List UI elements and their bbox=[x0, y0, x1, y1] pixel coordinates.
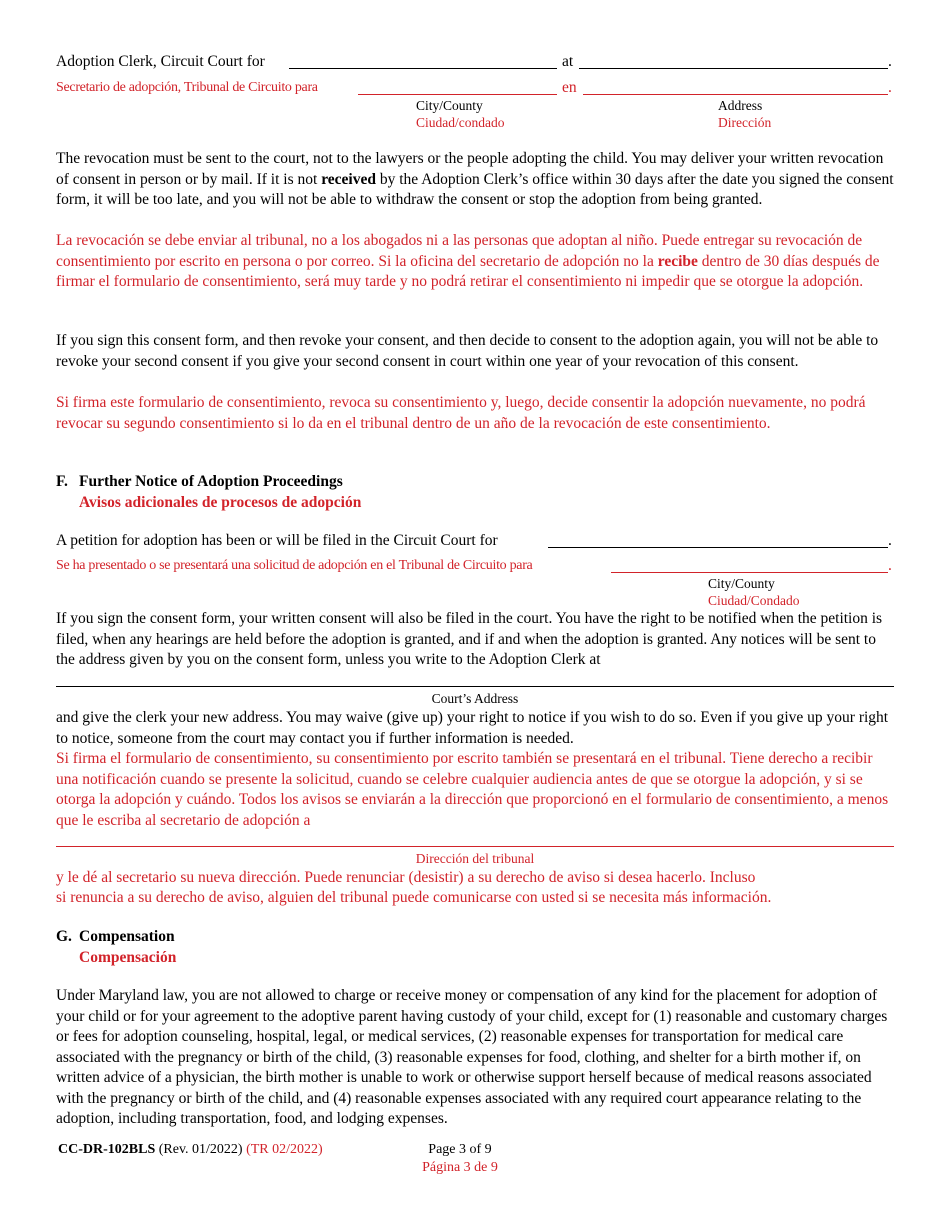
courts-address-field[interactable] bbox=[56, 686, 894, 687]
notice-paragraph-es: Si firma el formulario de consentimiento, su consentimiento por escrito también se presentará en el tribunal. Tiene derecho a recibir una notificación cuando se presente la solicitud, cuando se celebre cualquier audiencia antes de que se otorgue la adopción, y si se otorga la adopción y cuándo. Todos los avisos se enviarán a la dirección que proporcionó en el formulario de consentimiento, a menos que le escriba al secretario de adopción a bbox=[56, 750, 889, 829]
courts-address-label-es: Dirección del tribunal bbox=[415, 851, 535, 866]
waive-line1-es: y le dé al secretario su nueva dirección. Puede renunciar (desistir) a su derecho de aviso si desea hacerlo. Incluso bbox=[56, 869, 756, 886]
petition-county-field-es bbox=[611, 572, 888, 573]
section-g-letter: G. bbox=[56, 928, 72, 945]
section-g-title-en: Compensation bbox=[79, 928, 175, 945]
waive-line2-es: si renuncia a su derecho de aviso, alguien del tribunal puede comunicarse con usted si se necesita más información. bbox=[56, 889, 772, 906]
clerk-label-es: Secretario de adopción, Tribunal de Circuito para bbox=[56, 80, 318, 95]
clerk-at-es: en bbox=[562, 79, 577, 96]
section-f-letter: F. bbox=[56, 473, 68, 490]
petition-city-label-en: City/County bbox=[708, 576, 775, 591]
waive-paragraph-en: and give the clerk your new address. You may waive (give up) your right to notice if you wish to do so. Even if you give up your right to notice, someone from the court may contact you if further information is needed. bbox=[56, 709, 889, 747]
second-consent-paragraph-es: Si firma este formulario de consentimiento, revoca su consentimiento y, luego, decide consentir la adopción nuevamente, no podrá revocar su segundo consentimiento si lo da en el tribunal dentro de un año de la revocación de este consentimiento. bbox=[56, 394, 866, 432]
footer-form-id: CC-DR-102BLS (Rev. 01/2022) (TR 02/2022) bbox=[58, 1142, 323, 1157]
courts-address-label-en: Court’s Address bbox=[431, 691, 519, 706]
revocation-paragraph-es: La revocación se debe enviar al tribunal, no a los abogados ni a las personas que adoptan al niño. Puede entregar su revocación de consentimiento por escrito en persona o por correo. Si la oficina del secretario de adopción no la recibe dentro de 30 días después de firmar el formulario de consentimiento, será muy tarde y no podrá retirar el consentimiento ni impedir que se otorgue la adopción. bbox=[56, 232, 880, 290]
petition-period-es: . bbox=[888, 557, 892, 574]
courts-address-field-es bbox=[56, 846, 894, 847]
revocation-paragraph-en: The revocation must be sent to the court, not to the lawyers or the people adopting the child. You may deliver your written revocation of consent in person or by mail. If it is not received by the Adoption Clerk’s office within 30 days after the date you signed the consent form, it will be too late, and you will not be able to withdraw the consent or stop the adoption from being granted. bbox=[56, 150, 894, 208]
petition-label-en: A petition for adoption has been or will be filed in the Circuit Court for bbox=[56, 532, 498, 549]
address-label-es: Dirección bbox=[718, 115, 772, 130]
clerk-address-field[interactable] bbox=[579, 68, 888, 69]
city-county-label-es: Ciudad/condado bbox=[416, 115, 505, 130]
clerk-period: . bbox=[888, 53, 892, 70]
clerk-court-field-es bbox=[358, 94, 557, 95]
compensation-paragraph-en: Under Maryland law, you are not allowed to charge or receive money or compensation of any kind for the placement for adoption of your child or for your agreement to the adoptive parent having custody of your child, except for (1) reasonable and customary charges or fees for adoption counseling, hospital, legal, or medical services, (2) reasonable expenses for transportation for medical care associated with the pregnancy or birth of the child, (3) reasonable expenses for food, clothing, and shelter for a birth mother if, on written advice of a physician, the birth mother is unable to work or otherwise support herself because of medical reasons associated with the pregnancy or birth of the child, and (4) reasonable expenses associated with any required court appearance relating to the adoption, including transportation, food, and lodging expenses. bbox=[56, 987, 888, 1127]
footer-page-es: Página 3 de 9 bbox=[422, 1160, 498, 1175]
clerk-court-field[interactable] bbox=[289, 68, 557, 69]
clerk-label-en: Adoption Clerk, Circuit Court for bbox=[56, 53, 265, 70]
section-g-title-es: Compensación bbox=[79, 949, 177, 966]
notice-paragraph-en: If you sign the consent form, your written consent will also be filed in the court. You have the right to be notified when the petition is filed, when any hearings are held before the adoption is granted, and if and when the adoption is granted. Any notices will be sent to the address given by you on the consent form, unless you write to the Adoption Clerk at bbox=[56, 610, 883, 668]
petition-county-field[interactable] bbox=[548, 547, 888, 548]
footer-page-en: Page 3 of 9 bbox=[428, 1142, 492, 1157]
clerk-address-field-es bbox=[583, 94, 888, 95]
petition-label-es: Se ha presentado o se presentará una solicitud de adopción en el Tribunal de Circuito para bbox=[56, 558, 533, 573]
section-f-title-en: Further Notice of Adoption Proceedings bbox=[79, 473, 343, 490]
address-label-en: Address bbox=[718, 98, 763, 113]
second-consent-paragraph-en: If you sign this consent form, and then revoke your consent, and then decide to consent to the adoption again, you will not be able to revoke your second consent if you give your second consent in court within one year of your revocation of this consent. bbox=[56, 332, 879, 370]
section-f-title-es: Avisos adicionales de procesos de adopción bbox=[79, 494, 362, 511]
city-county-label-en: City/County bbox=[416, 98, 483, 113]
clerk-period-es: . bbox=[888, 79, 892, 96]
petition-city-label-es: Ciudad/Condado bbox=[708, 593, 800, 608]
clerk-at-en: at bbox=[562, 53, 574, 70]
petition-period: . bbox=[888, 532, 892, 549]
